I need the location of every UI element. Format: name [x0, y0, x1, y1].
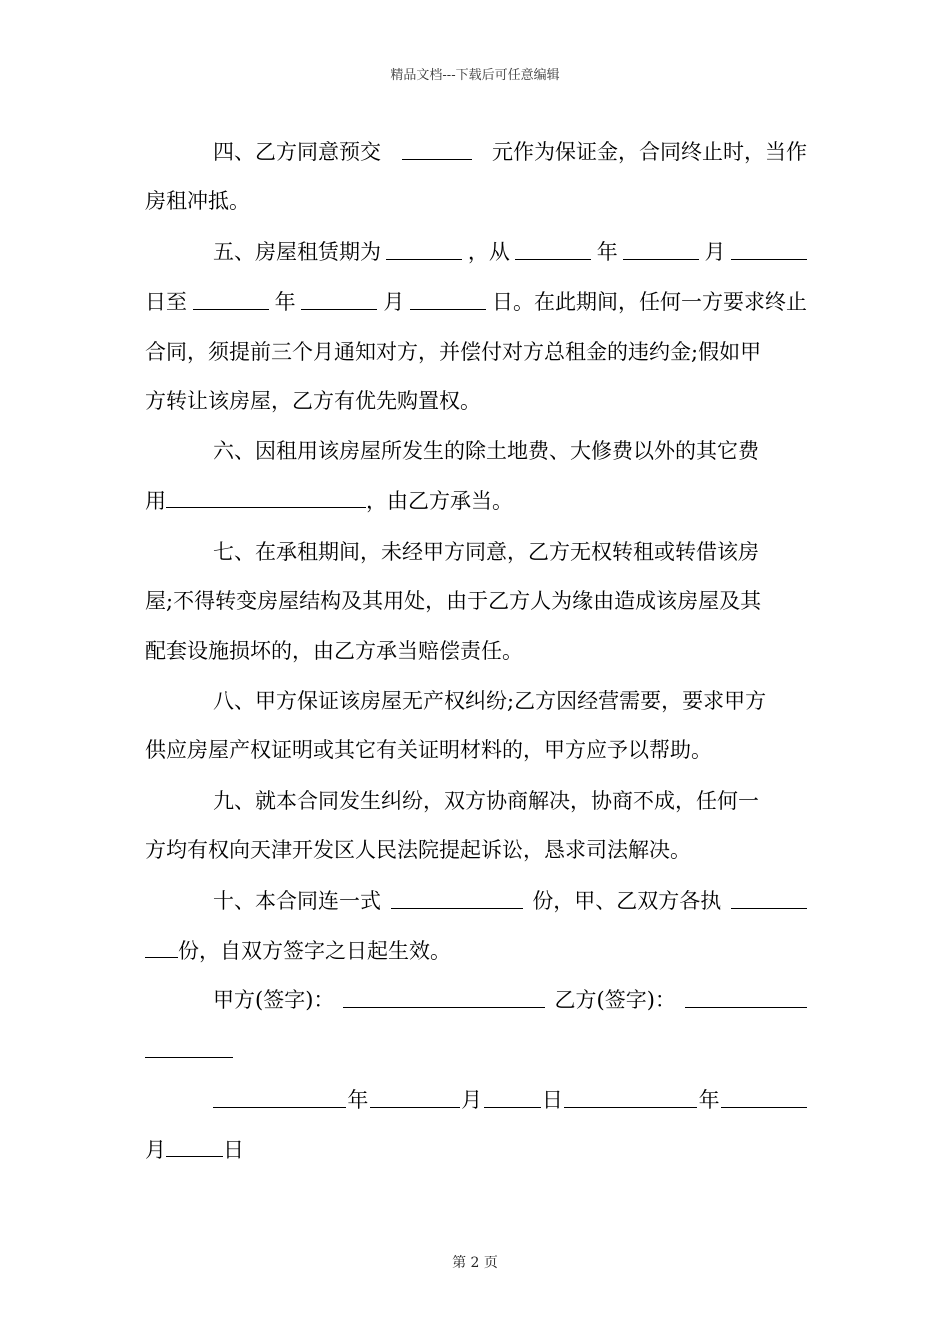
end-day-blank[interactable]: [410, 287, 486, 310]
clause-10-text: 十、本合同连一式: [213, 889, 381, 913]
clause-10-line-2: [145, 935, 807, 966]
clause-5-line-3: 合同，须提前三个月通知对方，并偿付对方总租金的违约金;假如甲: [145, 340, 762, 364]
month-label: 月: [461, 1088, 483, 1112]
year-label: 年: [347, 1088, 369, 1112]
clause-10-text: 份，甲、乙双方各执: [532, 889, 722, 913]
clause-4-line-1: [213, 137, 807, 167]
start-year-blank[interactable]: [515, 237, 591, 260]
party-b-year-blank[interactable]: [564, 1085, 697, 1108]
clause-5-line-2: [145, 287, 807, 317]
party-a-year-blank[interactable]: [213, 1085, 346, 1108]
copies-each-blank-cont[interactable]: [145, 935, 178, 958]
end-year-blank[interactable]: [193, 287, 269, 310]
clause-4-line-2: 房租冲抵。: [145, 189, 250, 213]
other-fees-blank[interactable]: [166, 485, 366, 508]
clause-7-line-1: 七、在承租期间，未经甲方同意，乙方无权转租或转借该房: [213, 540, 759, 564]
date-line-cont: [145, 1134, 807, 1165]
page-footer: 第 2 页: [452, 1255, 498, 1271]
start-day-blank[interactable]: [731, 237, 807, 260]
clause-5-text: 日。在此期间，任何一方要求终止: [491, 290, 807, 314]
party-a-signature-label: 甲方(签字)：: [213, 988, 335, 1012]
page-header: 精品文档---下载后可任意编辑: [390, 68, 560, 83]
day-label: 日: [223, 1138, 244, 1162]
clause-10-line-1: [213, 886, 807, 916]
party-a-month-blank[interactable]: [370, 1085, 460, 1108]
party-a-signature-blank[interactable]: [343, 985, 545, 1008]
day-label: 日: [541, 1088, 563, 1112]
clause-5-text: 五、房屋租赁期为: [213, 240, 381, 264]
party-b-day-blank[interactable]: [166, 1134, 223, 1157]
deposit-amount-blank[interactable]: [402, 137, 472, 160]
party-b-signature-label: 乙方(签字)：: [554, 988, 676, 1012]
clause-5-text: 年: [274, 290, 296, 314]
clause-10-text: 份，自双方签字之日起生效。: [178, 939, 451, 963]
party-b-signature-blank-cont[interactable]: [145, 1035, 233, 1058]
clause-6-text: ，由乙方承当。: [366, 489, 513, 513]
clause-7-line-3: 配套设施损坏的，由乙方承当赔偿责任。: [145, 639, 523, 663]
clause-5-text: 月: [704, 240, 726, 264]
clause-8-line-2: 供应房屋产权证明或其它有关证明材料的，甲方应予以帮助。: [145, 738, 712, 762]
end-month-blank[interactable]: [301, 287, 377, 310]
clause-5-line-1: [213, 237, 807, 267]
clause-9-line-2: 方均有权向天津开发区人民法院提起诉讼，恳求司法解决。: [145, 838, 691, 862]
month-label: 月: [145, 1138, 166, 1162]
year-label: 年: [698, 1088, 720, 1112]
lease-period-blank[interactable]: [386, 237, 462, 260]
party-a-day-blank[interactable]: [484, 1085, 541, 1108]
clause-6-line-2: [145, 485, 807, 516]
party-b-signature-blank[interactable]: [685, 985, 807, 1008]
date-line: [213, 1085, 807, 1115]
copies-each-blank[interactable]: [731, 886, 807, 909]
clause-5-text: ，从: [467, 240, 510, 264]
clause-7-line-2: 屋;不得转变房屋结构及其用处，由于乙方人为缘由造成该房屋及其: [145, 589, 762, 613]
clause-6-line-1: 六、因租用该房屋所发生的除土地费、大修费以外的其它费: [213, 439, 759, 463]
party-b-month-blank[interactable]: [721, 1085, 807, 1108]
clause-4-text: 元作为保证金，合同终止时，当作: [492, 140, 807, 164]
clause-6-text: 用: [145, 489, 166, 513]
clause-8-line-1: 八、甲方保证该房屋无产权纠纷;乙方因经营需要，要求甲方: [213, 689, 767, 713]
start-month-blank[interactable]: [623, 237, 699, 260]
clause-5-text: 日至: [145, 290, 187, 314]
signature-line: [213, 985, 807, 1015]
clause-5-line-4: 方转让该房屋，乙方有优先购置权。: [145, 389, 481, 413]
signature-line-cont: [145, 1035, 807, 1066]
clause-9-line-1: 九、就本合同发生纠纷，双方协商解决，协商不成，任何一: [213, 789, 759, 813]
clause-4-text: 四、乙方同意预交: [213, 140, 381, 164]
copies-total-blank[interactable]: [391, 886, 523, 909]
clause-5-text: 月: [383, 290, 405, 314]
clause-5-text: 年: [596, 240, 618, 264]
